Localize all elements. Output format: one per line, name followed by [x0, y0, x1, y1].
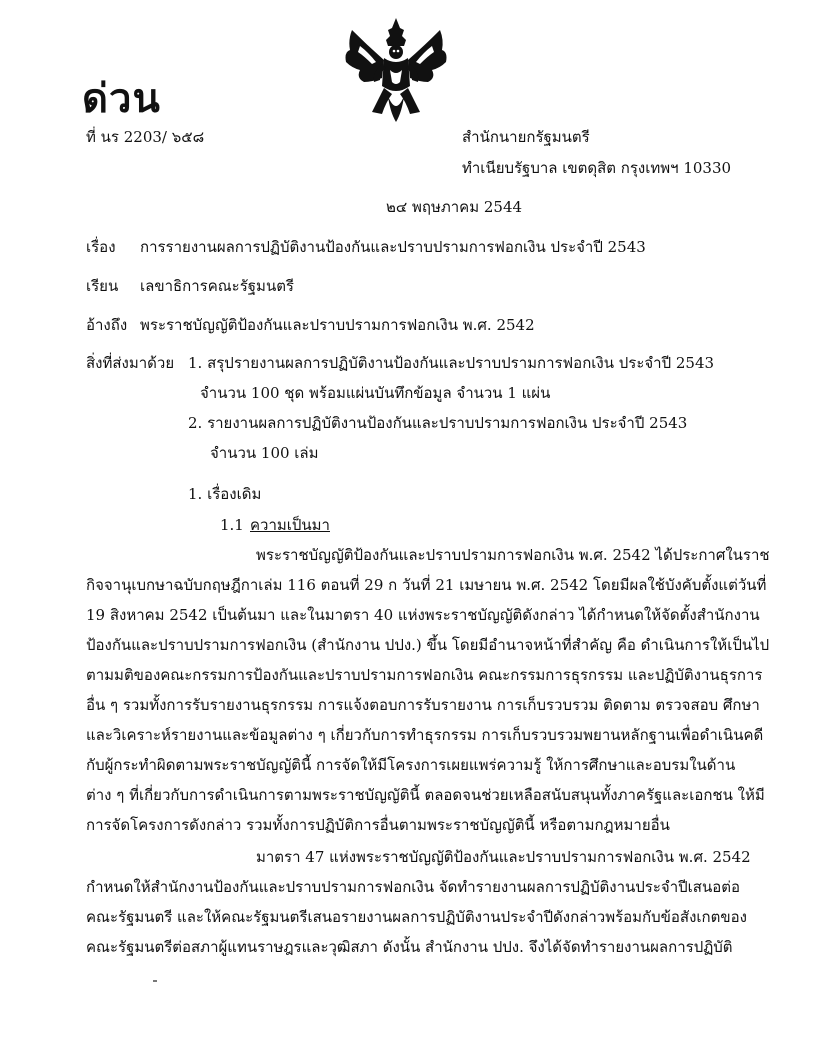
- paragraph-line: 19 สิงหาคม 2542 เป็นต้นมา และในมาตรา 40 แห่งพระราชบัญญัติดังกล่าว ได้กำหนดให้จัดตั้งสำนักงาน: [86, 606, 760, 624]
- paragraph-line: กิจจานุเบกษาฉบับกฤษฎีกาเล่ม 116 ตอนที่ 29 ก วันที่ 21 เมษายน พ.ศ. 2542 โดยมีผลใช้บังคับตั้งแต่วันที่: [86, 576, 767, 594]
- subject-label: เรื่อง: [86, 238, 116, 256]
- recipient-text: เลขาธิการคณะรัฐมนตรี: [140, 277, 294, 295]
- garuda-emblem-icon: [338, 16, 454, 124]
- paragraph-line: คณะรัฐมนตรีต่อสภาผู้แทนราษฎรและวุฒิสภา ดังนั้น สำนักงาน ปปง. จึงได้จัดทำรายงานผลการปฏิบัติ: [86, 938, 733, 956]
- section-heading: 1. เรื่องเดิม: [188, 485, 262, 503]
- paragraph-line: การจัดโครงการดังกล่าว รวมทั้งการปฏิบัติการอื่นตามพระราชบัญญัตินี้ หรือตามกฎหมายอื่น: [86, 816, 670, 834]
- paragraph-line: ป้องกันและปราบปรามการฟอกเงิน (สำนักงาน ปปง.) ขึ้น โดยมีอำนาจหน้าที่สำคัญ คือ ดำเนินการให้เป็นไป: [86, 636, 770, 654]
- recipient-label: เรียน: [86, 277, 119, 295]
- paragraph-line: กำหนดให้สำนักงานป้องกันและปราบปรามการฟอกเงิน จัดทำรายงานผลการปฏิบัติงานประจำปีเสนอต่อ: [86, 878, 740, 896]
- subject-text: การรายงานผลการปฏิบัติงานป้องกันและปราบปรามการฟอกเงิน ประจำปี 2543: [140, 238, 646, 256]
- enclosure-item-line: 1. สรุปรายงานผลการปฏิบัติงานป้องกันและปราบปรามการฟอกเงิน ประจำปี 2543: [188, 354, 715, 372]
- paragraph-line: กับผู้กระทำผิดตามพระราชบัญญัตินี้ การจัดให้มีโครงการเผยแพร่ความรู้ ให้การศึกษาและอบรมในด้าน: [86, 756, 736, 774]
- paragraph-line: และวิเคราะห์รายงานและข้อมูลต่าง ๆ เกี่ยวกับการทำธุรกรรม การเก็บรวบรวมพยานหลักฐานเพื่อดำเนินคดี: [86, 726, 764, 744]
- reference-text: พระราชบัญญัติป้องกันและปราบปรามการฟอกเงิน พ.ศ. 2542: [140, 316, 535, 334]
- document-date: ๒๔ พฤษภาคม 2544: [386, 198, 523, 216]
- enclosures-label: สิ่งที่ส่งมาด้วย: [86, 354, 175, 372]
- subsection-number: 1.1: [220, 516, 244, 534]
- paragraph-line: พระราชบัญญัติป้องกันและปราบปรามการฟอกเงิน พ.ศ. 2542 ได้ประกาศในราช: [256, 546, 770, 564]
- reference-label: อ้างถึง: [86, 316, 128, 334]
- subsection-title: ความเป็นมา: [250, 516, 330, 534]
- enclosure-item-line: จำนวน 100 ชุด พร้อมแผ่นบันทึกข้อมูล จำนวน 1 แผ่น: [200, 384, 551, 402]
- enclosure-item-line: จำนวน 100 เล่ม: [210, 444, 319, 462]
- paragraph-line: อื่น ๆ รวมทั้งการรับรายงานธุรกรรม การแจ้งตอบการรับรายงาน การเก็บรวบรวม ติดตาม ตรวจสอบ ศึกษา: [86, 696, 760, 714]
- paragraph-line: มาตรา 47 แห่งพระราชบัญญัติป้องกันและปราบปรามการฟอกเงิน พ.ศ. 2542: [256, 848, 751, 866]
- document-number: ที่ นร 2203/ ๖๕๘: [86, 128, 205, 146]
- office-name: สำนักนายกรัฐมนตรี: [462, 128, 590, 146]
- paragraph-line: ตามมติของคณะกรรมการป้องกันและปราบปรามการฟอกเงิน คณะกรรมการธุรกรรม และปฏิบัติงานธุรการ: [86, 666, 763, 684]
- paragraph-line: ต่าง ๆ ที่เกี่ยวกับการดำเนินการตามพระราชบัญญัตินี้ ตลอดจนช่วยเหลือสนับสนุนทั้งภาครัฐและเอกชน ให้มี: [86, 786, 765, 804]
- urgent-label: ด่วน: [82, 76, 161, 122]
- paragraph-line: คณะรัฐมนตรี และให้คณะรัฐมนตรีเสนอรายงานผลการปฏิบัติงานประจำปีดังกล่าวพร้อมกับข้อสังเกตของ: [86, 908, 747, 926]
- enclosure-item-line: 2. รายงานผลการปฏิบัติงานป้องกันและปราบปรามการฟอกเงิน ประจำปี 2543: [188, 414, 688, 432]
- office-address: ทำเนียบรัฐบาล เขตดุสิต กรุงเทพฯ 10330: [462, 159, 732, 177]
- scan-mark: [153, 980, 157, 982]
